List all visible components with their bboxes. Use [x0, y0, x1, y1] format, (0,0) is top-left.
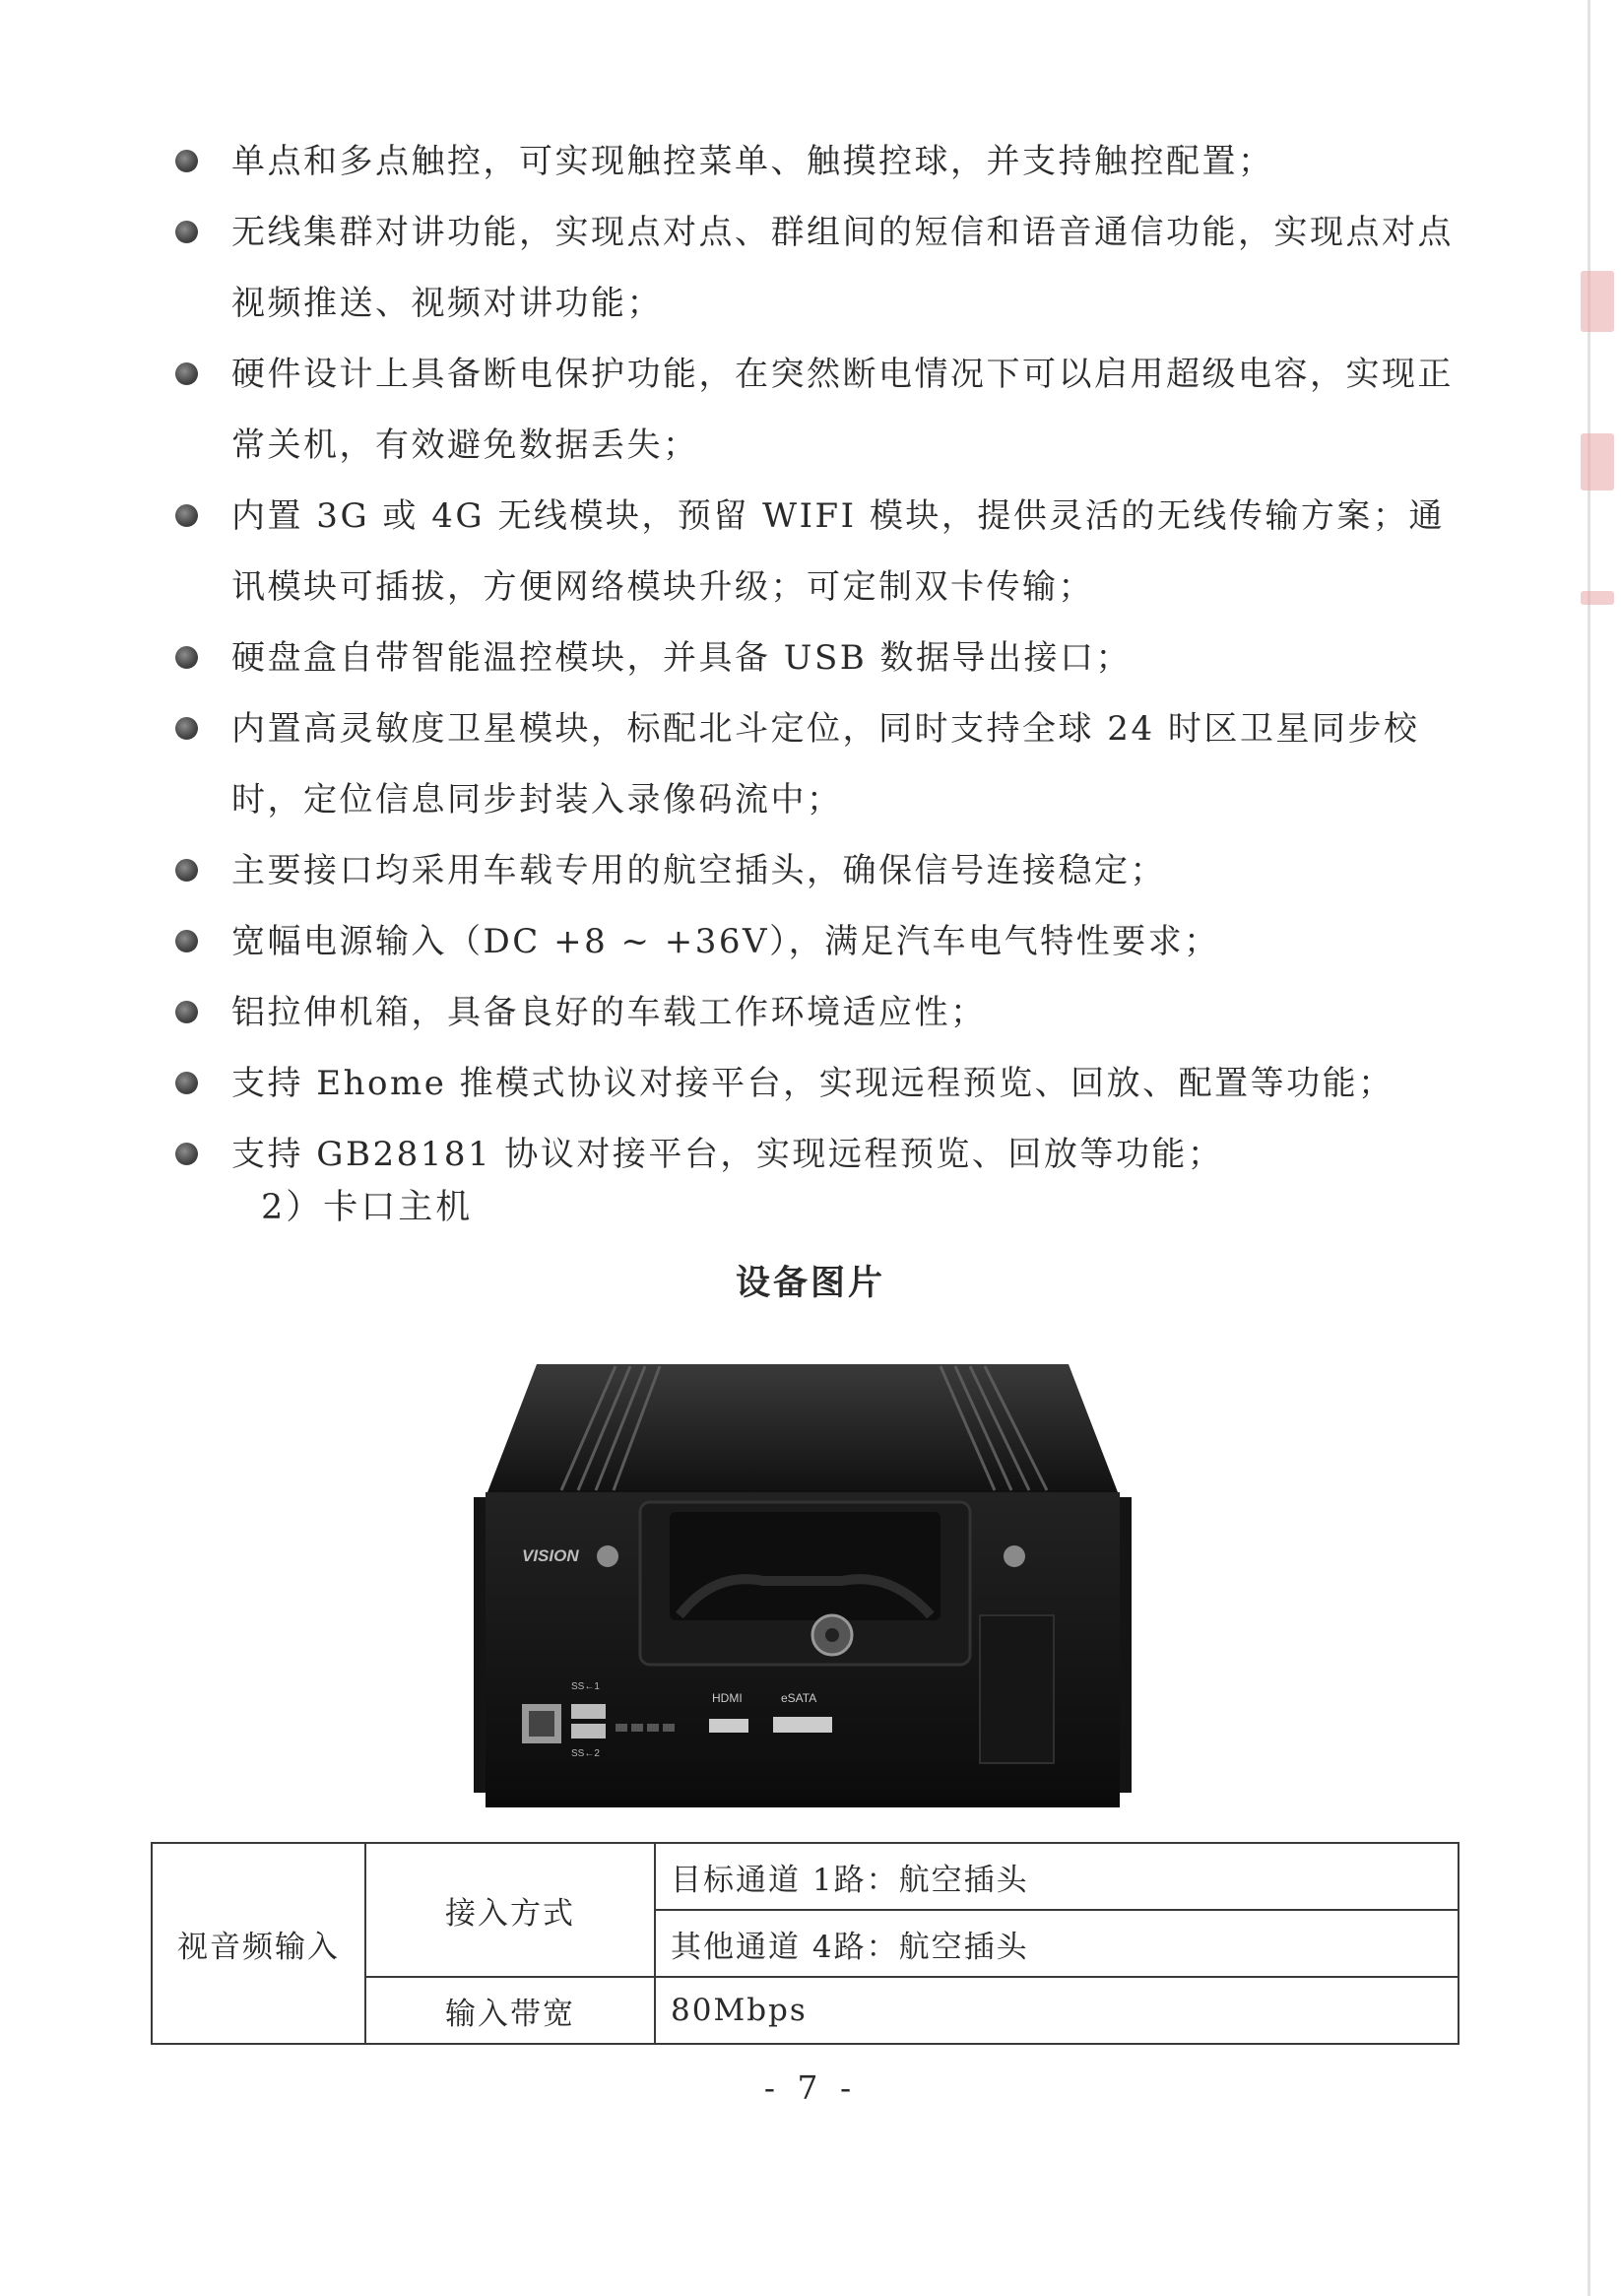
list-item: 硬件设计上具备断电保护功能，在突然断电情况下可以启用超级电容，实现正常关机，有效避免数据丢失；	[175, 339, 1465, 481]
device-photo	[468, 1335, 1137, 1812]
bullet-icon	[175, 646, 198, 669]
red-stamp-fragment	[1581, 271, 1614, 332]
bullet-icon	[175, 150, 198, 172]
list-item: 无线集群对讲功能，实现点对点、群组间的短信和语音通信功能，实现点对点视频推送、视频对讲功能；	[175, 197, 1465, 339]
bullet-icon	[175, 717, 198, 740]
brand-logo: VISION	[522, 1546, 579, 1565]
bullet-icon	[175, 221, 198, 243]
page-number: - 7 -	[763, 2068, 858, 2107]
bullet-icon	[175, 1072, 198, 1094]
red-stamp-fragment	[1581, 591, 1614, 605]
list-item: 内置 3G 或 4G 无线模块，预留 WIFI 模块，提供灵活的无线传输方案；通讯模块可插拔，方便网络模块升级；可定制双卡传输；	[175, 481, 1465, 623]
spec-table	[151, 1842, 1459, 2045]
bullet-icon	[175, 362, 198, 385]
red-stamp-fragment	[1581, 433, 1614, 491]
list-item: 支持 Ehome 推模式协议对接平台，实现远程预览、回放、配置等功能；	[175, 1048, 1465, 1119]
bullet-icon	[175, 930, 198, 952]
bullet-icon	[175, 1143, 198, 1165]
svg-text:SS←1: SS←1	[571, 1681, 600, 1692]
scan-edge-line	[1588, 0, 1590, 2296]
list-item: 宽幅电源输入（DC +8 ~ +36V），满足汽车电气特性要求；	[175, 906, 1465, 977]
feature-list	[175, 126, 1465, 1190]
table-cell-value: 80Mbps	[655, 1977, 1459, 2044]
bullet-icon	[175, 504, 198, 527]
svg-text:SS←2: SS←2	[571, 1748, 600, 1759]
list-item: 内置高灵敏度卫星模块，标配北斗定位，同时支持全球 24 时区卫星同步校时，定位信息同步封装入录像码流中；	[175, 693, 1465, 835]
bullet-icon	[175, 859, 198, 882]
table-cell-bandwidth-label: 输入带宽	[365, 1977, 655, 2044]
list-item: 主要接口均采用车载专用的航空插头，确保信号连接稳定；	[175, 835, 1465, 906]
hdmi-label: HDMI	[712, 1691, 743, 1705]
esata-label: eSATA	[781, 1691, 817, 1705]
table-cell-value: 目标通道 1路：航空插头	[655, 1843, 1459, 1910]
table-cell-access-label: 接入方式	[365, 1843, 655, 1977]
bullet-icon	[175, 1001, 198, 1023]
image-caption: 设备图片	[735, 1263, 885, 1303]
list-item: 铝拉伸机箱，具备良好的车载工作环境适应性；	[175, 977, 1465, 1048]
list-item: 支持 GB28181 协议对接平台，实现远程预览、回放等功能；	[175, 1119, 1465, 1190]
table-cell-category: 视音频输入	[152, 1843, 365, 2044]
list-item: 硬盘盒自带智能温控模块，并具备 USB 数据导出接口；	[175, 623, 1465, 693]
table-cell-value: 其他通道 4路：航空插头	[655, 1910, 1459, 1977]
table-row	[152, 1843, 1459, 1910]
list-item: 单点和多点触控，可实现触控菜单、触摸控球，并支持触控配置；	[175, 126, 1465, 197]
section-subheading: 2）卡口主机	[261, 1188, 474, 1227]
